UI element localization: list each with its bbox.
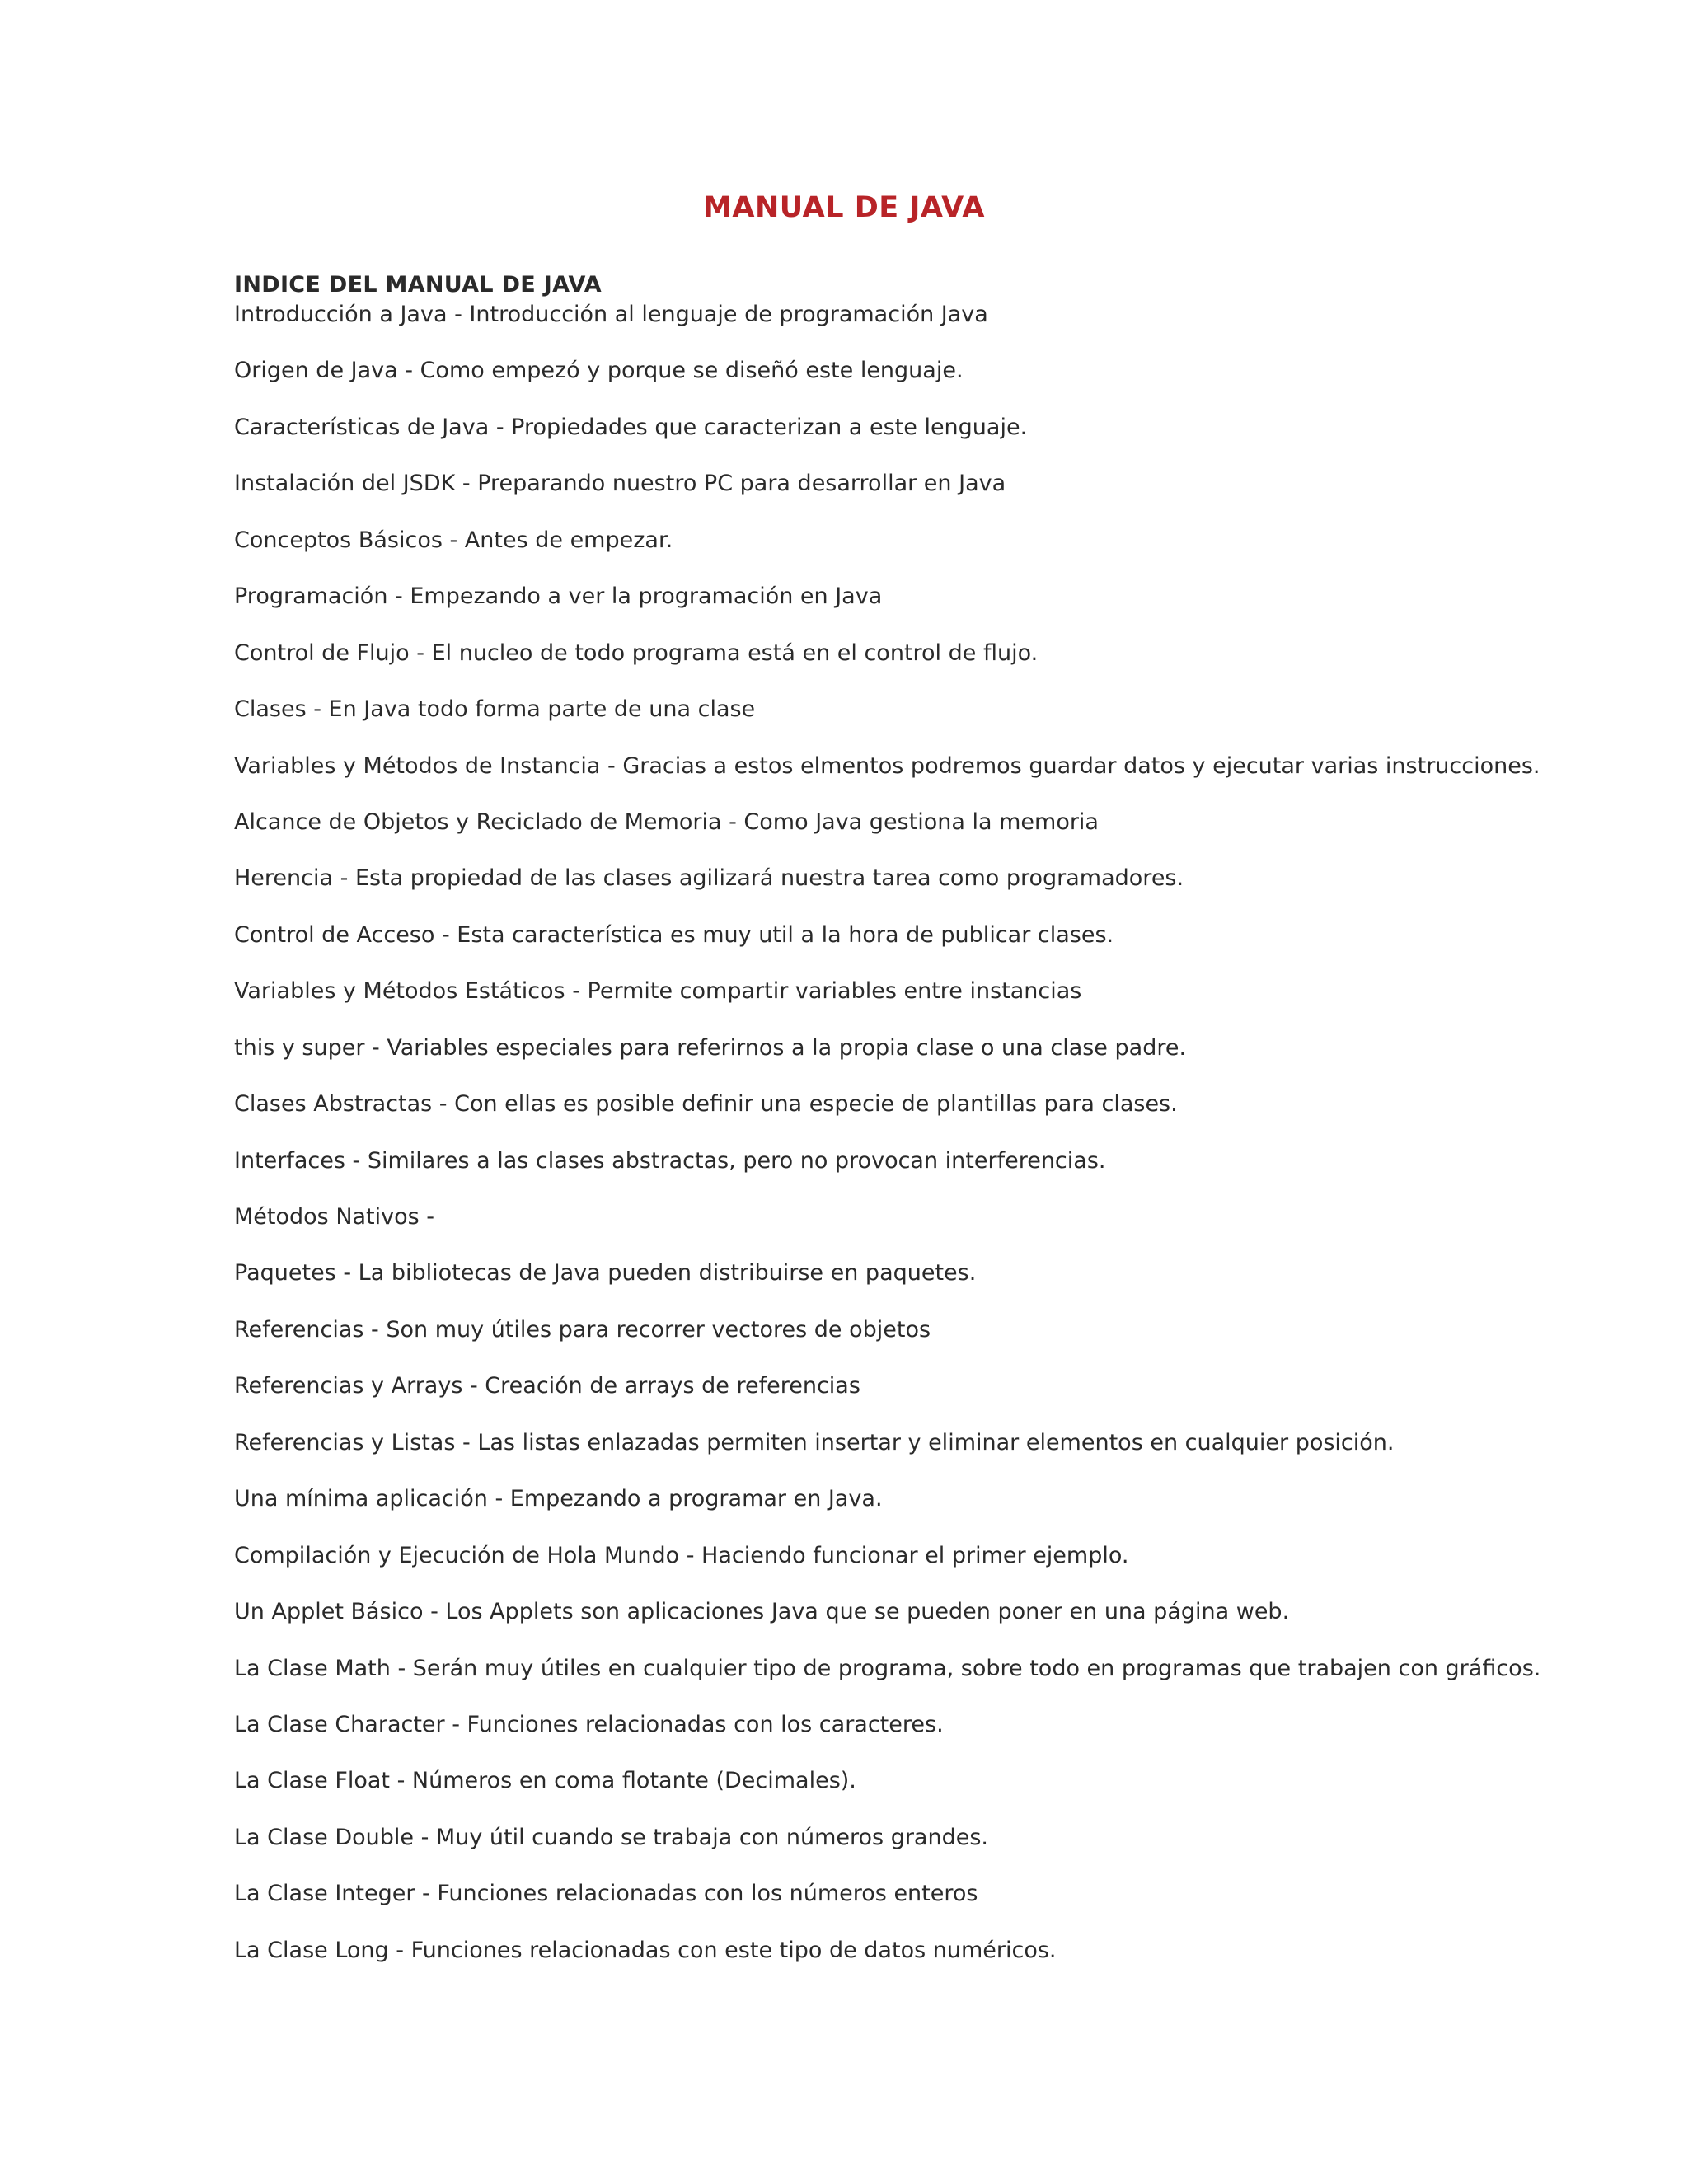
toc-entry: La Clase Character - Funciones relacionadas con los caracteres. [234,1711,944,1737]
toc-entry: Control de Acceso - Esta característica es muy util a la hora de publicar clases. [234,921,1114,948]
toc-entry: La Clase Float - Números en coma flotante (Decimales). [234,1768,856,1794]
toc-entry: Herencia - Esta propiedad de las clases agilizará nuestra tarea como programadores. [234,865,1184,892]
toc-entry: Paquetes - La bibliotecas de Java pueden distribuirse en paquetes. [234,1260,977,1286]
toc-entry: Variables y Métodos de Instancia - Gracias a estos elmentos podremos guardar datos y ejecutar varias instrucciones. [234,752,1540,779]
toc-entry: Introducción a Java - Introducción al lenguaje de programación Java [234,302,988,327]
toc-entry: Variables y Métodos Estáticos - Permite compartir variables entre instancias [234,978,1082,1005]
toc-entry: Clases - En Java todo forma parte de una clase [234,696,756,723]
toc-entry: Control de Flujo - El nucleo de todo programa está en el control de flujo. [234,640,1039,666]
toc-entry: Referencias - Son muy útiles para recorrer vectores de objetos [234,1316,931,1343]
toc-entry: Un Applet Básico - Los Applets son aplicaciones Java que se pueden poner en una página web. [234,1599,1290,1625]
toc-entry: Referencias y Arrays - Creación de arrays de referencias [234,1373,860,1399]
toc-entry: Instalación del JSDK - Preparando nuestro PC para desarrollar en Java [234,471,1006,497]
toc-entry: Origen de Java - Como empezó y porque se diseñó este lenguaje. [234,358,964,384]
toc-entry: Programación - Empezando a ver la programación en Java [234,583,883,610]
toc-entry: Métodos Nativos - [234,1204,435,1230]
toc-entry: Clases Abstractas - Con ellas es posible definir una especie de plantillas para clases. [234,1091,1178,1118]
toc-entry: Una mínima aplicación - Empezando a programar en Java. [234,1486,883,1512]
toc-entry: La Clase Double - Muy útil cuando se trabaja con números grandes. [234,1824,988,1850]
toc-entry: Compilación y Ejecución de Hola Mundo - Haciendo funcionar el primer ejemplo. [234,1542,1129,1568]
toc-entry: La Clase Math - Serán muy útiles en cualquier tipo de programa, sobre todo en programas que trabajen con gráficos. [234,1655,1541,1681]
toc-entry: La Clase Long - Funciones relacionadas con este tipo de datos numéricos. [234,1937,1057,1963]
toc-entry: Interfaces - Similares a las clases abstractas, pero no provocan interferencias. [234,1147,1106,1174]
table-of-contents [234,298,1540,1990]
toc-entry: this y super - Variables especiales para referirnos a la propia clase o una clase padre. [234,1034,1187,1061]
toc-entry: Alcance de Objetos y Reciclado de Memoria - Como Java gestiona la memoria [234,808,1099,835]
toc-entry: Conceptos Básicos - Antes de empezar. [234,527,673,553]
toc-entry: La Clase Integer - Funciones relacionadas con los números enteros [234,1881,978,1907]
index-heading: INDICE DEL MANUAL DE JAVA [234,272,602,298]
toc-entry: Características de Java - Propiedades que caracterizan a este lenguaje. [234,414,1028,440]
toc-entry: Referencias y Listas - Las listas enlazadas permiten insertar y eliminar elementos en cualquier posición. [234,1429,1395,1455]
document-title: MANUAL DE JAVA [703,191,985,224]
